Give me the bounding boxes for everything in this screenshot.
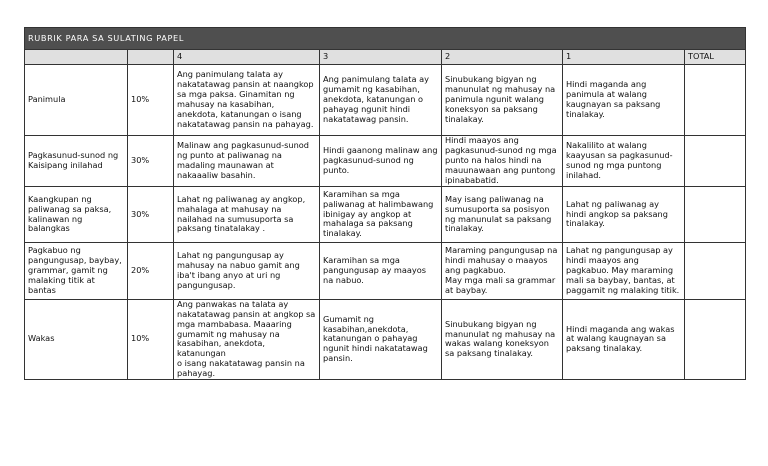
score-1-cell: Hindi maganda ang panimula at walang kaugnayan sa paksang tinalakay. (563, 65, 685, 136)
total-cell (685, 187, 746, 243)
score-4-cell: Ang panwakas na talata ay nakatatawag pansin at angkop sa mga mambabasa. Maaaring gumamit ng mahusay na kasabihan, anekdota, katanungan o isang nakatatawag pansin na pahayag. (174, 300, 320, 380)
rubric-table (24, 27, 746, 380)
total-cell (685, 243, 746, 300)
criterion-cell: Pagkasunud-sunod ng Kaisipang inilahad (25, 136, 128, 187)
score-4-cell: Malinaw ang pagkasunud-sunod ng punto at paliwanag na madaling maunawan at nakaaaliw basahin. (174, 136, 320, 187)
score-2-cell: Sinubukang bigyan ng manunulat ng mahusay na panimula ngunit walang koneksyon sa paksang tinalakay. (442, 65, 563, 136)
table-row (25, 65, 746, 136)
rubric-title: RUBRIK PARA SA SULATING PAPEL (25, 28, 746, 50)
score-1-cell: Nakalilito at walang kaayusan sa pagkasunud- sunod ng mga puntong inilahad. (563, 136, 685, 187)
header-percent (128, 50, 174, 65)
percent-cell: 10% (128, 65, 174, 136)
score-2-cell: Hindi maayos ang pagkasunud-sunod ng mga punto na halos hindi na mauunawaan ang puntong ipinababatid. (442, 136, 563, 187)
table-row (25, 243, 746, 300)
score-2-cell: Maraming pangungusap na hindi mahusay o maayos ang pagkabuo. May mga mali sa grammar at baybay. (442, 243, 563, 300)
table-row (25, 187, 746, 243)
percent-cell: 30% (128, 136, 174, 187)
score-1-cell: Lahat ng pangungusap ay hindi maayos ang pagkabuo. May maraming mali sa baybay, bantas, at paggamit ng malaking titik. (563, 243, 685, 300)
criterion-cell: Pagkabuo ng pangungusap, baybay, grammar, gamit ng malaking titik at bantas (25, 243, 128, 300)
criterion-cell: Kaangkupan ng paliwanag sa paksa, kalinawan ng balangkas (25, 187, 128, 243)
score-4-cell: Lahat ng paliwanag ay angkop, mahalaga at mahusay na nailahad na sumusuporta sa paksang tinatalakay . (174, 187, 320, 243)
score-3-cell: Ang panimulang talata ay gumamit ng kasabihan, anekdota, katanungan o pahayag ngunit hindi nakatatawag pansin. (320, 65, 442, 136)
score-3-cell: Karamihan sa mga paliwanag at halimbawang ibinigay ay angkop at mahalaga sa paksang tinalakay. (320, 187, 442, 243)
table-row (25, 136, 746, 187)
percent-cell: 10% (128, 300, 174, 380)
header-score-2: 2 (442, 50, 563, 65)
score-1-cell: Hindi maganda ang wakas at walang kaugnayan sa paksang tinalakay. (563, 300, 685, 380)
score-2-cell: May isang paliwanag na sumusuporta sa posisyon ng manunulat sa paksang tinalakay. (442, 187, 563, 243)
score-4-cell: Lahat ng pangungusap ay mahusay na nabuo gamit ang iba't ibang anyo at uri ng pangungusap. (174, 243, 320, 300)
header-score-4: 4 (174, 50, 320, 65)
percent-cell: 30% (128, 187, 174, 243)
total-cell (685, 65, 746, 136)
score-3-cell: Karamihan sa mga pangungusap ay maayos na nabuo. (320, 243, 442, 300)
table-row (25, 300, 746, 380)
score-1-cell: Lahat ng paliwanag ay hindi angkop sa paksang tinalakay. (563, 187, 685, 243)
criterion-cell: Panimula (25, 65, 128, 136)
total-cell (685, 136, 746, 187)
criterion-cell: Wakas (25, 300, 128, 380)
header-score-3: 3 (320, 50, 442, 65)
header-score-1: 1 (563, 50, 685, 65)
header-total: TOTAL (685, 50, 746, 65)
score-2-cell: Sinubukang bigyan ng manunulat ng mahusay na wakas walang koneksyon sa paksang tinalakay. (442, 300, 563, 380)
header-criterion (25, 50, 128, 65)
score-3-cell: Hindi gaanong malinaw ang pagkasunud-sunod ng punto. (320, 136, 442, 187)
percent-cell: 20% (128, 243, 174, 300)
score-4-cell: Ang panimulang talata ay nakatatawag pansin at naangkop sa mga paksa. Ginamitan ng mahusay na kasabihan, anekdota, katanungan o isang nakatatawag pansin na pahayag. (174, 65, 320, 136)
total-cell (685, 300, 746, 380)
score-3-cell: Gumamit ng kasabihan,anekdota, katanungan o pahayag ngunit hindi nakatatawag pansin. (320, 300, 442, 380)
